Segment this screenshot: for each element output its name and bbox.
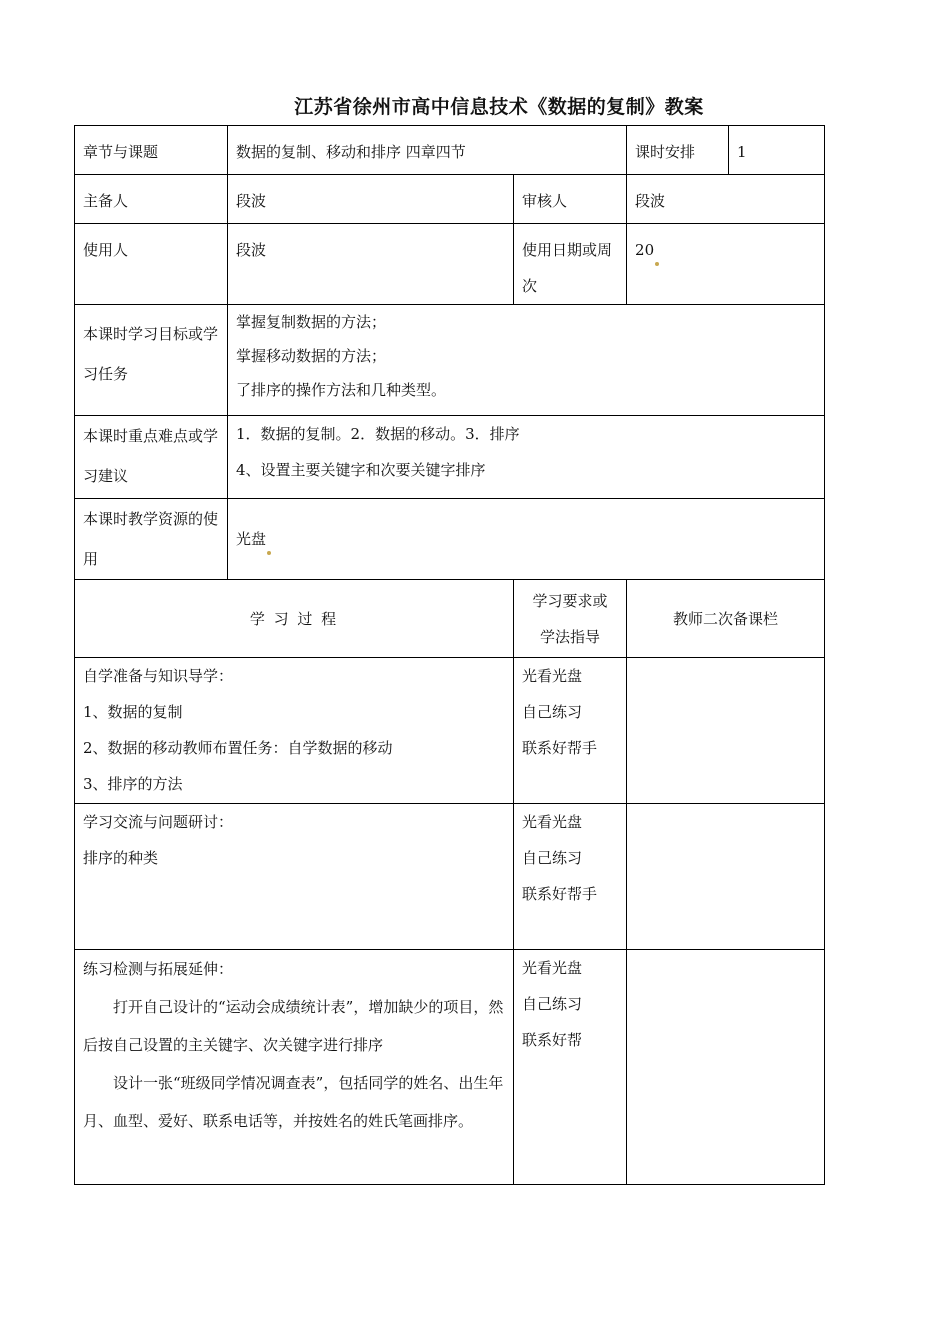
section3-guide: 光看光盘 自己练习 联系好帮 [514,950,627,1185]
section2-teacher-notes [627,804,825,950]
process-header: 学 习 过 程 [75,580,514,658]
date-value: 20 [627,224,825,305]
preparer-value: 段波 [228,175,514,224]
goals-content [228,305,825,416]
row-focus [75,416,825,499]
row-user [75,224,825,305]
section1-teacher-notes [627,658,825,804]
goal-line: 了排序的操作方法和几种类型。 [236,381,447,399]
section3-row [75,950,825,1185]
chapter-value: 数据的复制、移动和排序 四章四节 [228,126,627,175]
goal-line: 掌握移动数据的方法； [236,347,387,365]
document-title: 江苏省徐州市高中信息技术《数据的复制》教案 [294,96,704,118]
reviewer-value: 段波 [627,175,825,224]
section1-row [75,658,825,804]
section1-content [75,658,514,804]
user-value: 段波 [228,224,514,305]
focus-content [228,416,825,499]
period-label: 课时安排 [627,126,729,175]
row-goals [75,305,825,416]
resources-value: 光盘 [228,499,825,580]
section2-line: 学习交流与问题研讨： [83,813,234,831]
chapter-label: 章节与课题 [75,126,228,175]
section3-heading: 练习检测与拓展延伸： [83,960,234,978]
section2-row [75,804,825,950]
row-chapter [75,126,825,175]
section3-content [75,950,514,1185]
row-preparer [75,175,825,224]
goals-label: 本课时学习目标或学习任务 [75,305,228,416]
section1-line: 1、数据的复制 [83,703,183,721]
period-value: 1 [729,126,825,175]
section3-paragraph: 打开自己设计的“运动会成绩统计表”，增加缺少的项目，然后按自己设置的主关键字、次关键字进行排序 [83,998,504,1054]
row-resources [75,499,825,580]
focus-line: 4、设置主要关键字和次要关键字排序 [236,461,486,479]
section1-line: 3、排序的方法 [83,775,183,793]
section3-paragraph: 设计一张“班级同学情况调查表”，包括同学的姓名、出生年月、血型、爱好、联系电话等，并按姓名的姓氏笔画排序。 [83,1074,504,1130]
preparer-label: 主备人 [75,175,228,224]
goal-line: 掌握复制数据的方法； [236,313,387,331]
lesson-plan-table [74,125,825,1185]
section2-content [75,804,514,950]
teacher-header: 教师二次备课栏 [627,580,825,658]
guide-header: 学习要求或 学法指导 [514,580,627,658]
section1-line: 自学准备与知识导学： [83,667,234,685]
resources-label: 本课时教学资源的使用 [75,499,228,580]
section2-line: 排序的种类 [83,849,159,867]
focus-line: 1．数据的复制。2．数据的移动。3．排序 [236,425,520,443]
section3-teacher-notes [627,950,825,1185]
reviewer-label: 审核人 [514,175,627,224]
section2-guide: 光看光盘 自己练习 联系好帮手 [514,804,627,950]
section1-guide: 光看光盘 自己练习 联系好帮手 [514,658,627,804]
user-label: 使用人 [75,224,228,305]
process-header-row [75,580,825,658]
section1-line: 2、数据的移动教师布置任务：自学数据的移动 [83,739,393,757]
focus-label: 本课时重点难点或学习建议 [75,416,228,499]
date-label: 使用日期或周次 [514,224,627,305]
